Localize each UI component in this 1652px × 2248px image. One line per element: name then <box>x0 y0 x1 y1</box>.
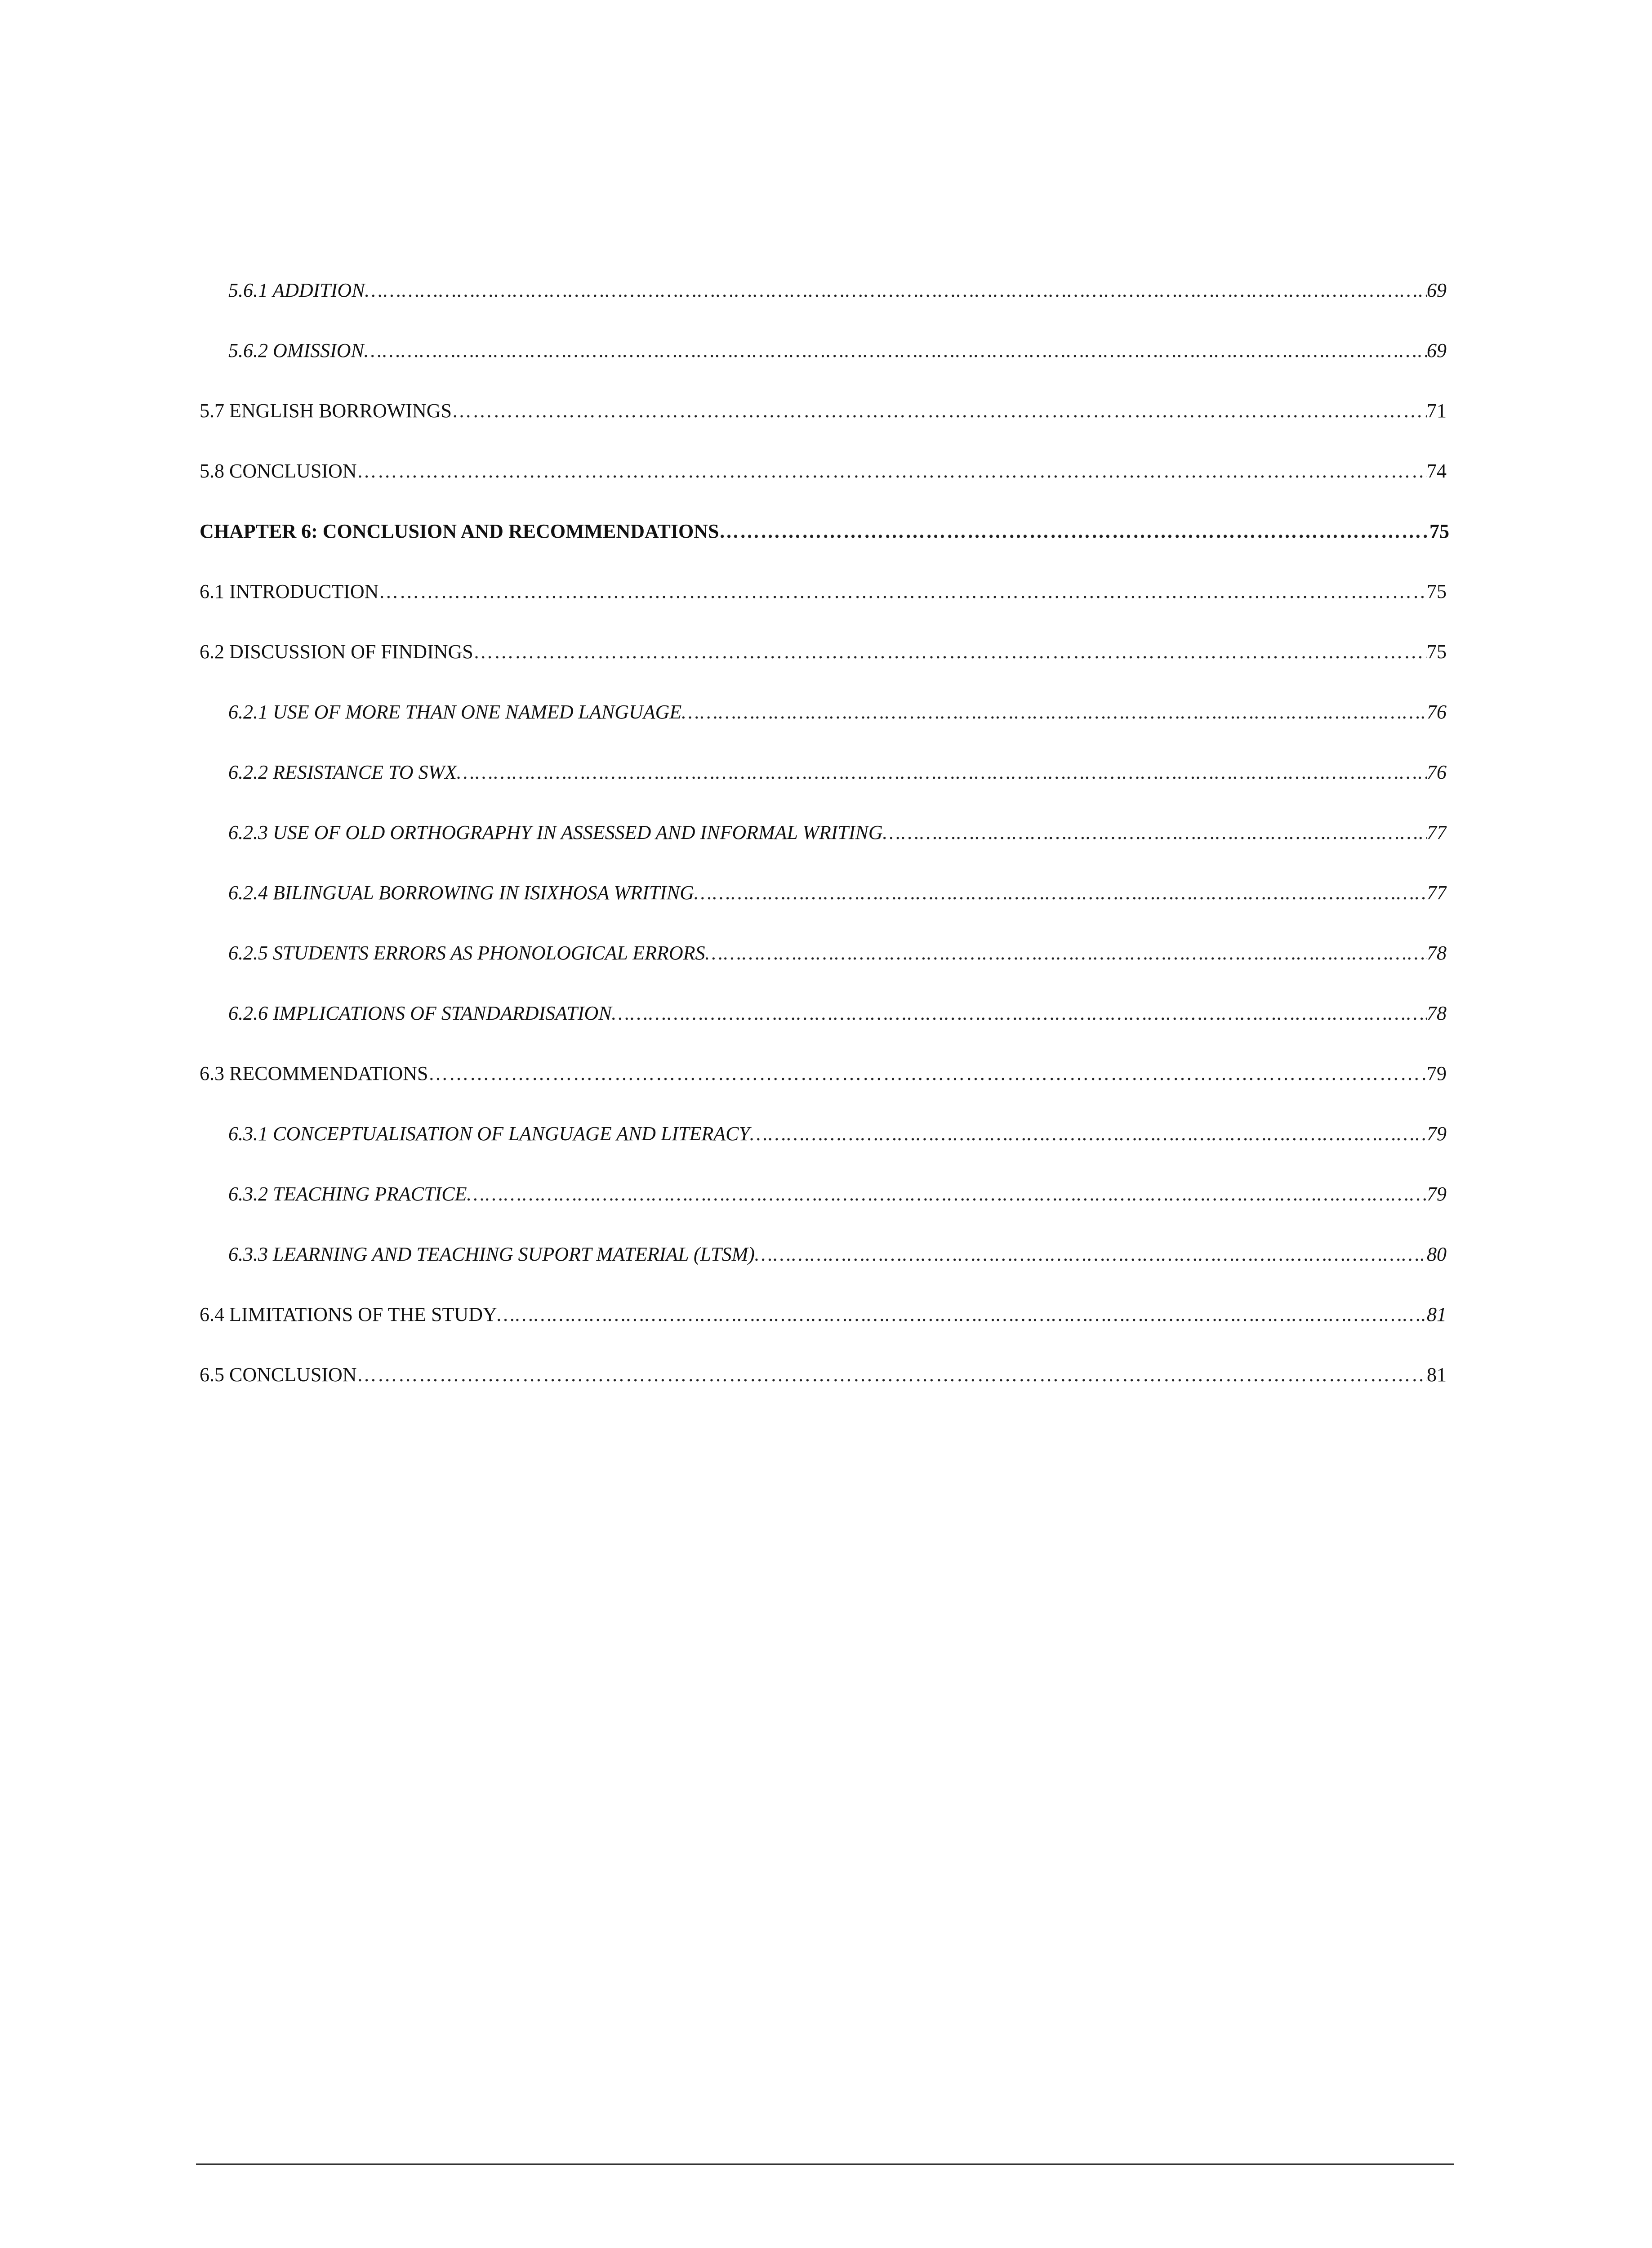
toc-entry-page: 79 <box>1427 1062 1447 1084</box>
dot-leader <box>681 698 1427 727</box>
toc-entry-page: 78 <box>1427 942 1447 964</box>
dot-leader <box>365 276 1427 305</box>
toc-entry-page: 78 <box>1427 1002 1447 1024</box>
toc-entry-page: 77 <box>1427 821 1447 843</box>
dot-leader <box>467 1180 1427 1209</box>
toc-entry-title: CHAPTER 6: CONCLUSION AND RECOMMENDATIONS <box>200 520 719 542</box>
toc-entry-6-3-2[interactable] <box>228 1180 1447 1209</box>
toc-entry-5-8[interactable] <box>200 457 1447 486</box>
dot-leader <box>705 939 1427 968</box>
toc-entry-6-2-6[interactable] <box>228 999 1447 1028</box>
toc-entry-title: 5.7 ENGLISH BORROWINGS <box>200 400 452 422</box>
toc-entry-title: 6.4 LIMITATIONS OF THE STUDY <box>200 1303 497 1325</box>
toc-entry-6-2-2[interactable] <box>228 758 1447 787</box>
toc-entry-title: 6.2.6 IMPLICATIONS OF STANDARDISATION <box>228 1002 612 1024</box>
toc-entry-title: 5.6.2 OMISSION <box>228 339 364 361</box>
toc-entry-6-2-4[interactable] <box>228 879 1447 907</box>
toc-entry-title: 6.5 CONCLUSION <box>200 1364 357 1386</box>
toc-entry-6-2-5[interactable] <box>228 939 1447 968</box>
toc-entry-6-4[interactable] <box>200 1300 1447 1329</box>
toc-entry-page: 76 <box>1427 701 1447 723</box>
dot-leader <box>883 818 1427 847</box>
toc-entry-page: 76 <box>1427 761 1447 783</box>
toc-entry-title: 5.6.1 ADDITION <box>228 279 365 301</box>
toc-entry-page: 71 <box>1427 400 1447 422</box>
toc-entry-title: 6.2.4 BILINGUAL BORROWING IN ISIXHOSA WRITING <box>228 882 694 904</box>
toc-entry-title: 6.3 RECOMMENDATIONS <box>200 1062 428 1084</box>
toc-entry-page: 81 <box>1427 1303 1447 1325</box>
dot-leader <box>497 1300 1427 1329</box>
dot-leader <box>452 397 1427 425</box>
dot-leader <box>364 336 1427 365</box>
dot-leader <box>428 1059 1427 1088</box>
dot-leader <box>755 1240 1427 1269</box>
dot-leader <box>357 1360 1427 1389</box>
dot-leader <box>378 577 1427 606</box>
toc-entry-title: 6.2 DISCUSSION OF FINDINGS <box>200 641 473 663</box>
toc-entry-chapter-6[interactable] <box>200 517 1449 546</box>
toc-entry-title: 6.1 INTRODUCTION <box>200 580 379 602</box>
footer-rule <box>196 2163 1454 2165</box>
toc-entry-6-2[interactable] <box>200 638 1447 666</box>
toc-entry-page: 69 <box>1427 339 1447 361</box>
toc-entry-6-1[interactable] <box>200 577 1447 606</box>
toc-entry-title: 5.8 CONCLUSION <box>200 460 357 482</box>
toc-entry-page: 79 <box>1427 1183 1447 1205</box>
dot-leader <box>694 879 1427 907</box>
toc-entry-6-5[interactable] <box>200 1360 1447 1389</box>
dot-leader <box>612 999 1427 1028</box>
dot-leader <box>473 638 1427 666</box>
dot-leader <box>457 758 1427 787</box>
toc-entry-page: 81 <box>1427 1364 1447 1386</box>
toc-entry-page: 75 <box>1427 580 1447 602</box>
toc-entry-title: 6.2.2 RESISTANCE TO SWX <box>228 761 457 783</box>
toc-entry-6-3-1[interactable] <box>228 1120 1447 1148</box>
toc-entry-title: 6.3.3 LEARNING AND TEACHING SUPORT MATERIAL (LTSM) <box>228 1243 755 1265</box>
toc-entry-title: 6.2.5 STUDENTS ERRORS AS PHONOLOGICAL ERRORS <box>228 942 705 964</box>
toc-entry-6-3-3[interactable] <box>228 1240 1447 1269</box>
dot-leader <box>719 517 1429 546</box>
toc-entry-5-7[interactable] <box>200 397 1447 425</box>
toc-entry-6-2-1[interactable] <box>228 698 1447 727</box>
toc-entry-title: 6.2.1 USE OF MORE THAN ONE NAMED LANGUAGE <box>228 701 682 723</box>
toc-entry-page: 69 <box>1427 279 1447 301</box>
toc-entry-page: 75 <box>1427 641 1447 663</box>
toc-entry-6-2-3[interactable] <box>228 818 1447 847</box>
toc-entry-6-3[interactable] <box>200 1059 1447 1088</box>
toc-entry-title: 6.3.2 TEACHING PRACTICE <box>228 1183 467 1205</box>
toc-entry-page: 77 <box>1427 882 1447 904</box>
dot-leader <box>357 457 1427 486</box>
toc-entry-page: 75 <box>1429 520 1449 542</box>
toc-entry-5-6-2[interactable] <box>228 336 1447 365</box>
dot-leader <box>750 1120 1427 1148</box>
toc-entry-page: 79 <box>1427 1123 1447 1145</box>
toc-entry-title: 6.2.3 USE OF OLD ORTHOGRAPHY IN ASSESSED AND INFORMAL WRITING <box>228 821 883 843</box>
toc-entry-page: 80 <box>1427 1243 1447 1265</box>
toc-entry-page: 74 <box>1427 460 1447 482</box>
toc-entry-title: 6.3.1 CONCEPTUALISATION OF LANGUAGE AND LITERACY <box>228 1123 750 1145</box>
toc-entry-5-6-1[interactable] <box>228 276 1447 305</box>
